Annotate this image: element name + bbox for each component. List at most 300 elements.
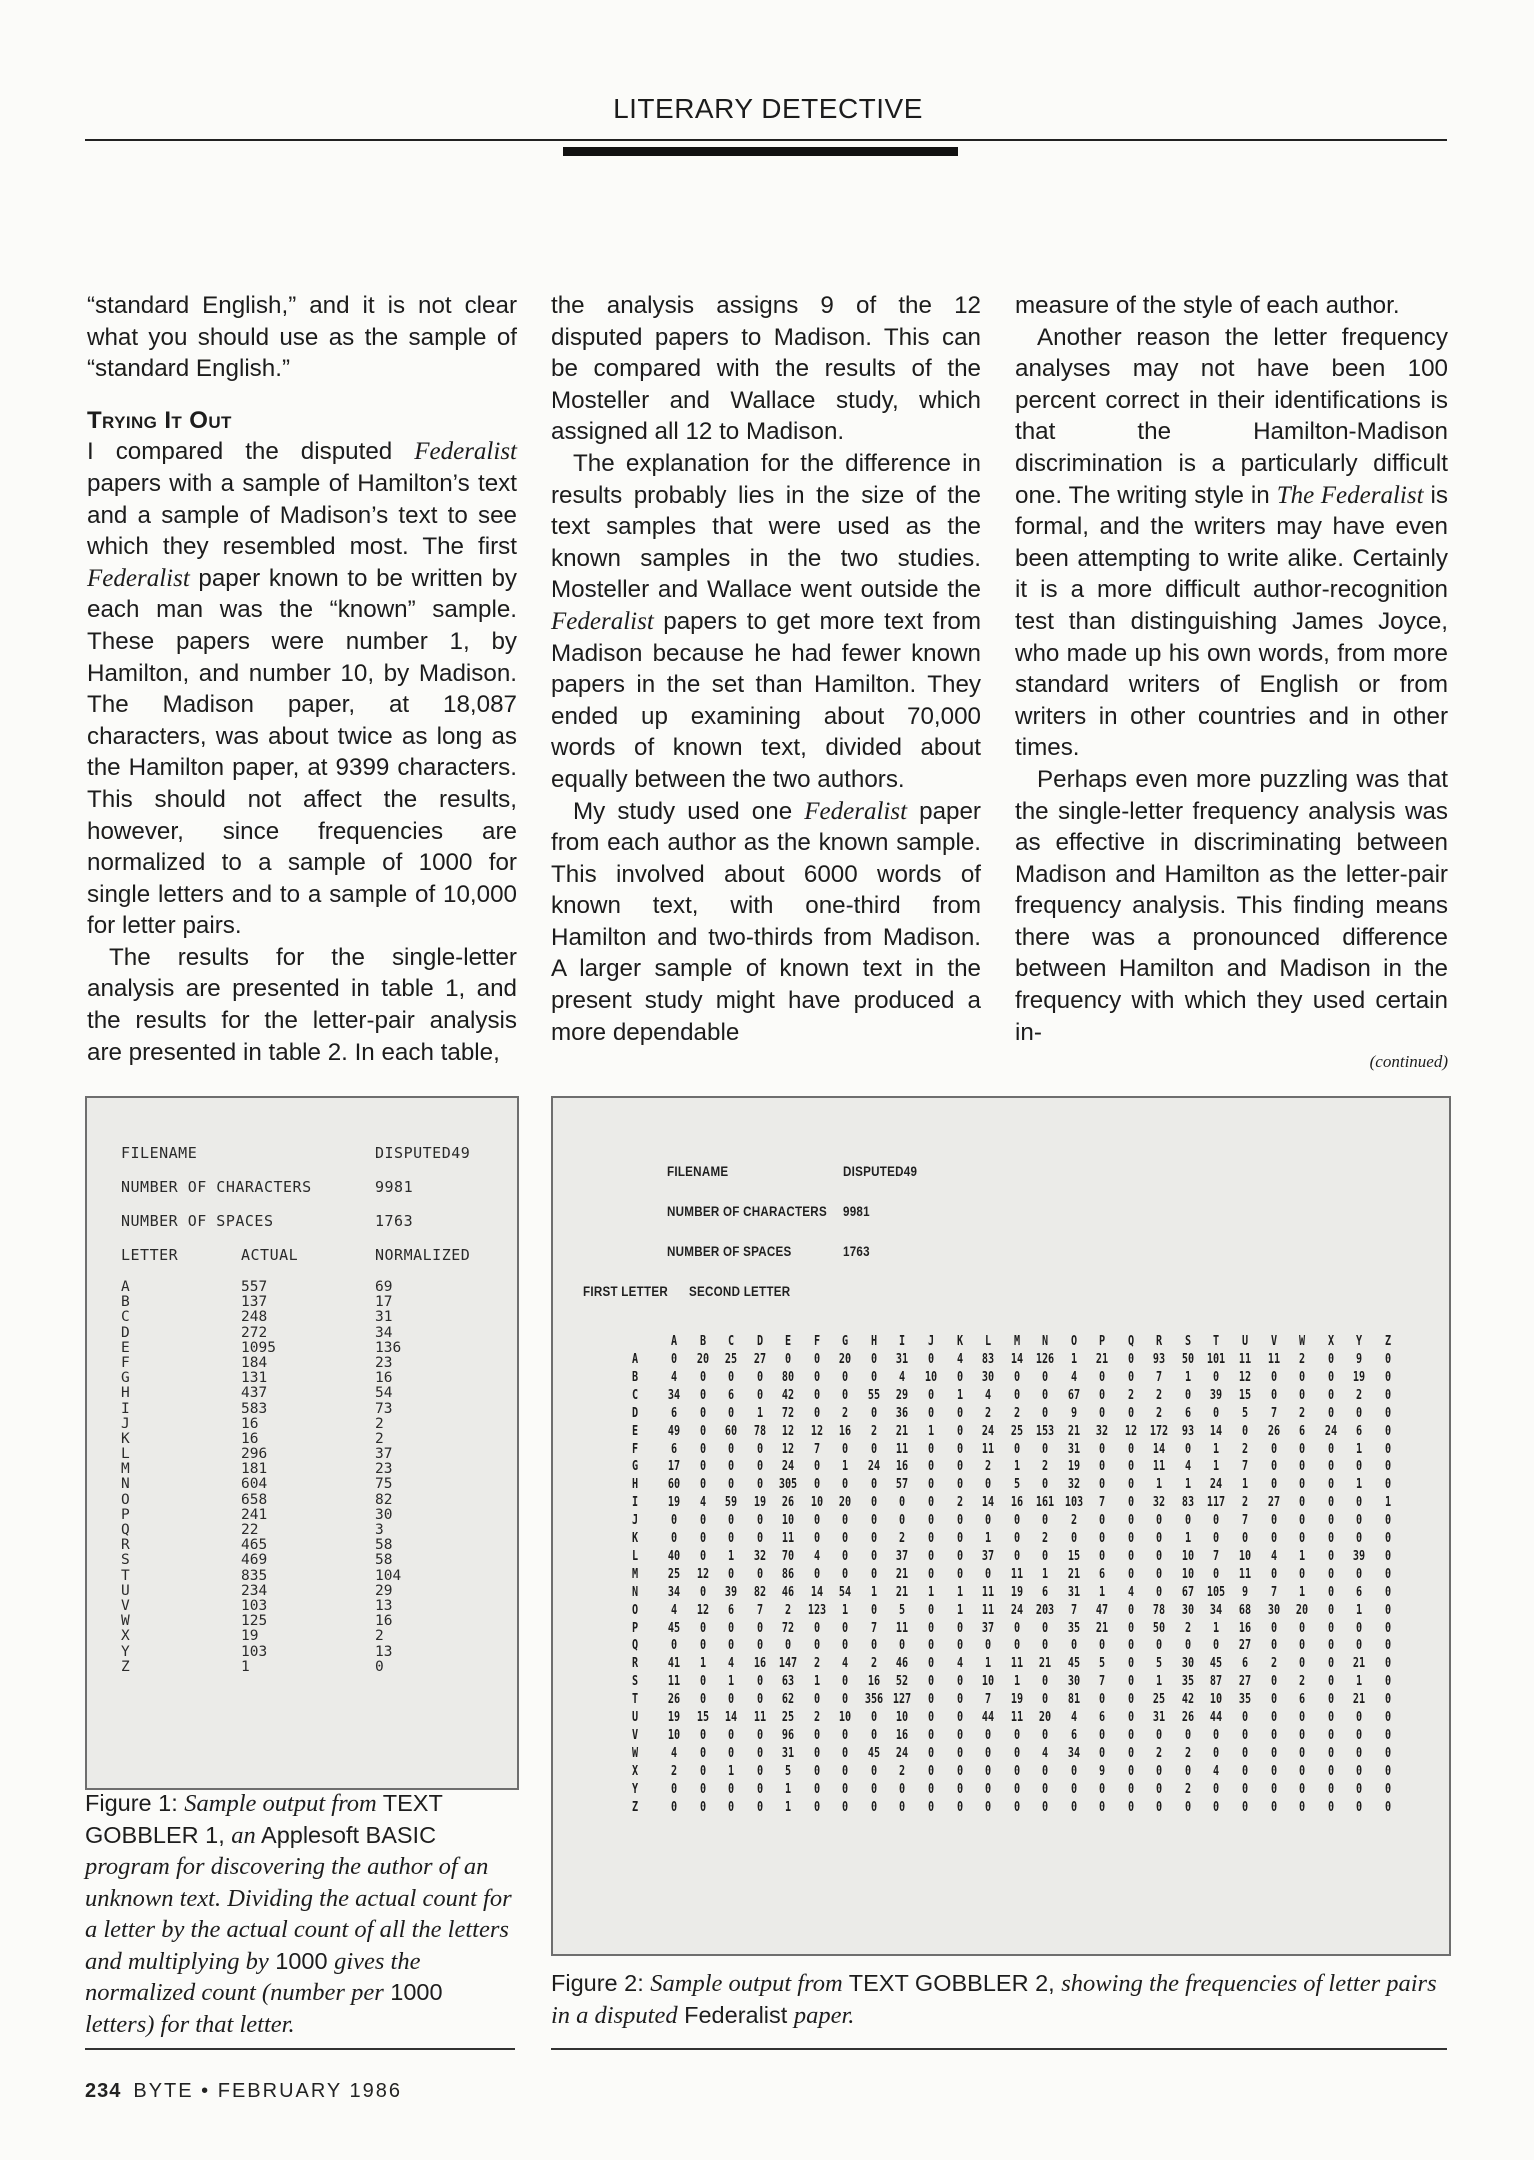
matrix-cell: 0 bbox=[1384, 1441, 1391, 1457]
matrix-cell: 0 bbox=[927, 1602, 934, 1618]
matrix-cell: 0 bbox=[699, 1799, 706, 1815]
table-cell: 37 bbox=[375, 1446, 393, 1463]
matrix-cell: 93 bbox=[1153, 1352, 1166, 1367]
matrix-cell: 16 bbox=[896, 1459, 909, 1475]
table-cell: 658 bbox=[241, 1491, 268, 1508]
row-label: L bbox=[631, 1548, 639, 1564]
table-cell: 184 bbox=[241, 1354, 268, 1371]
matrix-cell: 24 bbox=[981, 1423, 995, 1439]
actual-column-header: ACTUAL bbox=[241, 1246, 299, 1264]
matrix-cell: 15 bbox=[696, 1710, 709, 1725]
matrix-cell: 0 bbox=[1184, 1638, 1191, 1654]
matrix-cell: 0 bbox=[1327, 1584, 1334, 1600]
matrix-cell: 0 bbox=[984, 1799, 992, 1815]
matrix-cell: 0 bbox=[1384, 1638, 1391, 1654]
matrix-cell: 4 bbox=[1270, 1548, 1277, 1564]
column-header: K bbox=[956, 1334, 963, 1349]
matrix-cell: 0 bbox=[1384, 1405, 1391, 1421]
matrix-cell: 0 bbox=[699, 1387, 706, 1403]
matrix-cell: 0 bbox=[1127, 1727, 1134, 1743]
matrix-cell: 0 bbox=[1013, 1531, 1020, 1546]
matrix-cell: 57 bbox=[896, 1477, 909, 1493]
matrix-cell: 2 bbox=[984, 1405, 992, 1421]
row-label: K bbox=[631, 1531, 639, 1546]
table-cell: 17 bbox=[375, 1294, 393, 1311]
table-cell: 16 bbox=[241, 1415, 259, 1432]
matrix-cell: 26 bbox=[667, 1692, 681, 1708]
matrix-cell: 70 bbox=[782, 1548, 795, 1564]
matrix-cell: 4 bbox=[956, 1352, 963, 1367]
matrix-cell: 1 bbox=[1099, 1584, 1106, 1600]
matrix-cell: 0 bbox=[956, 1620, 963, 1636]
matrix-cell: 0 bbox=[927, 1656, 934, 1672]
matrix-cell: 0 bbox=[1384, 1548, 1391, 1564]
matrix-cell: 0 bbox=[1270, 1781, 1277, 1797]
matrix-cell: 30 bbox=[1181, 1656, 1194, 1672]
paragraph: I compared the disputed Federalist papers with a sample of Hamilton’s text and a sample of Madison’s text to see which they resembled most. The first Federalist paper known to be written by each man was the “known” sample. These papers were number 1, by Hamilton, and number 10, by Madison. The Madison paper, at 18,087 characters, was about twice as long as the Hamilton paper, at 9399 characters. This should not affect the results, however, since frequencies are normalized to a sample of 1000 for single letters and to a sample of 10,000 for letter pairs. bbox=[87, 438, 517, 940]
matrix-cell: 0 bbox=[1384, 1369, 1391, 1385]
matrix-cell: 0 bbox=[1099, 1692, 1106, 1708]
matrix-cell: 2 bbox=[1184, 1781, 1191, 1797]
matrix-cell: 0 bbox=[1156, 1584, 1163, 1600]
matrix-cell: 1 bbox=[927, 1423, 934, 1439]
matrix-cell: 0 bbox=[870, 1441, 877, 1457]
matrix-cell: 16 bbox=[1238, 1620, 1252, 1636]
matrix-cell: 0 bbox=[728, 1620, 735, 1636]
table-cell: R bbox=[121, 1537, 130, 1554]
matrix-cell: 0 bbox=[1241, 1763, 1249, 1779]
matrix-cell: 0 bbox=[956, 1441, 963, 1457]
matrix-cell: 0 bbox=[1013, 1513, 1020, 1529]
matrix-cell: 2 bbox=[1299, 1352, 1306, 1367]
matrix-cell: 0 bbox=[870, 1763, 877, 1779]
matrix-cell: 2 bbox=[1299, 1674, 1306, 1690]
matrix-cell: 0 bbox=[756, 1727, 763, 1743]
matrix-cell: 0 bbox=[1327, 1548, 1334, 1564]
matrix-cell: 45 bbox=[667, 1620, 681, 1636]
matrix-cell: 0 bbox=[1213, 1513, 1220, 1529]
matrix-cell: 0 bbox=[927, 1638, 934, 1654]
matrix-cell: 80 bbox=[782, 1369, 795, 1385]
matrix-cell: 0 bbox=[1042, 1441, 1049, 1457]
matrix-cell: 0 bbox=[842, 1745, 849, 1761]
matrix-cell: 0 bbox=[870, 1548, 877, 1564]
matrix-cell: 0 bbox=[1356, 1459, 1363, 1475]
matrix-cell: 2 bbox=[1184, 1745, 1191, 1761]
matrix-cell: 0 bbox=[699, 1369, 706, 1385]
table-cell: 137 bbox=[241, 1294, 268, 1311]
matrix-cell: 0 bbox=[1127, 1405, 1134, 1421]
matrix-cell: 2 bbox=[1356, 1387, 1363, 1403]
matrix-cell: 7 bbox=[1099, 1495, 1106, 1511]
matrix-cell: 1 bbox=[1013, 1459, 1020, 1475]
matrix-cell: 42 bbox=[782, 1387, 795, 1403]
matrix-cell: 0 bbox=[842, 1477, 849, 1493]
row-label: N bbox=[631, 1584, 639, 1600]
matrix-cell: 60 bbox=[667, 1477, 681, 1493]
matrix-cell: 0 bbox=[842, 1620, 849, 1636]
table-cell: T bbox=[121, 1567, 130, 1584]
figure-2-printout bbox=[551, 1096, 1451, 1956]
matrix-cell: 0 bbox=[1270, 1369, 1277, 1385]
column-header: F bbox=[813, 1334, 820, 1349]
matrix-cell: 35 bbox=[1067, 1620, 1080, 1636]
table-cell: 23 bbox=[375, 1354, 393, 1371]
matrix-cell: 5 bbox=[1241, 1405, 1249, 1421]
matrix-cell: 12 bbox=[1124, 1423, 1137, 1439]
table-cell: 136 bbox=[375, 1339, 402, 1356]
matrix-cell: 10 bbox=[810, 1495, 823, 1511]
matrix-cell: 0 bbox=[984, 1513, 992, 1529]
table-cell: 465 bbox=[241, 1537, 268, 1554]
matrix-cell: 0 bbox=[984, 1781, 992, 1797]
matrix-cell: 0 bbox=[1099, 1548, 1106, 1564]
matrix-cell: 31 bbox=[1153, 1710, 1166, 1725]
filename-label: FILENAME bbox=[667, 1164, 729, 1179]
matrix-cell: 0 bbox=[1384, 1387, 1391, 1403]
matrix-cell: 0 bbox=[1184, 1513, 1191, 1529]
row-label: W bbox=[631, 1745, 639, 1761]
matrix-cell: 0 bbox=[813, 1352, 820, 1367]
matrix-cell: 0 bbox=[1327, 1692, 1334, 1708]
matrix-cell: 0 bbox=[1327, 1745, 1334, 1761]
matrix-cell: 0 bbox=[1042, 1799, 1049, 1815]
table-cell: U bbox=[121, 1582, 130, 1599]
matrix-cell: 0 bbox=[756, 1781, 763, 1797]
matrix-cell: 0 bbox=[1156, 1513, 1163, 1529]
matrix-cell: 1 bbox=[984, 1656, 992, 1672]
matrix-cell: 0 bbox=[870, 1369, 877, 1385]
matrix-cell: 11 bbox=[1238, 1352, 1252, 1367]
matrix-cell: 0 bbox=[870, 1710, 877, 1725]
matrix-cell: 0 bbox=[1013, 1763, 1020, 1779]
matrix-cell: 0 bbox=[1127, 1459, 1134, 1475]
table-cell: Q bbox=[121, 1522, 130, 1538]
matrix-cell: 24 bbox=[896, 1745, 909, 1761]
table-cell: J bbox=[121, 1415, 130, 1432]
matrix-cell: 0 bbox=[1356, 1495, 1363, 1511]
matrix-cell: 0 bbox=[956, 1531, 963, 1546]
matrix-cell: 0 bbox=[927, 1745, 934, 1761]
table-cell: 583 bbox=[241, 1400, 268, 1417]
matrix-cell: 0 bbox=[870, 1477, 877, 1493]
column-header: M bbox=[1013, 1334, 1020, 1349]
matrix-cell: 0 bbox=[1327, 1674, 1334, 1690]
matrix-cell: 0 bbox=[756, 1387, 763, 1403]
matrix-cell: 0 bbox=[1327, 1531, 1334, 1546]
matrix-cell: 0 bbox=[1099, 1799, 1106, 1815]
table-cell: 1095 bbox=[241, 1339, 276, 1356]
matrix-cell: 0 bbox=[899, 1799, 906, 1815]
matrix-cell: 4 bbox=[1213, 1763, 1220, 1779]
matrix-cell: 72 bbox=[782, 1620, 795, 1636]
chars-label: NUMBER OF CHARACTERS bbox=[121, 1178, 312, 1196]
matrix-cell: 0 bbox=[956, 1799, 963, 1815]
matrix-cell: 6 bbox=[1099, 1566, 1106, 1582]
table-cell: 103 bbox=[241, 1643, 268, 1660]
matrix-cell: 0 bbox=[956, 1781, 963, 1797]
matrix-cell: 2 bbox=[899, 1763, 906, 1779]
matrix-cell: 0 bbox=[756, 1763, 763, 1779]
matrix-cell: 0 bbox=[1299, 1799, 1306, 1815]
matrix-cell: 1 bbox=[870, 1584, 877, 1600]
matrix-cell: 34 bbox=[667, 1584, 681, 1600]
row-label: I bbox=[631, 1495, 639, 1511]
matrix-cell: 0 bbox=[1241, 1423, 1249, 1439]
table-cell: O bbox=[121, 1491, 130, 1508]
column-header: J bbox=[927, 1334, 934, 1349]
matrix-cell: 0 bbox=[728, 1369, 735, 1385]
matrix-cell: 0 bbox=[1042, 1781, 1049, 1797]
matrix-cell: 0 bbox=[870, 1799, 877, 1815]
matrix-cell: 49 bbox=[667, 1423, 681, 1439]
paragraph: The results for the single-letter analysis are presented in table 1, and the results for the letter-pair analysis are presented in table 2. In each table, bbox=[87, 943, 517, 1066]
column-header: U bbox=[1241, 1334, 1249, 1349]
table-cell: 557 bbox=[241, 1279, 268, 1295]
matrix-cell: 0 bbox=[842, 1369, 849, 1385]
matrix-cell: 46 bbox=[782, 1584, 795, 1600]
matrix-cell: 0 bbox=[756, 1477, 763, 1493]
matrix-cell: 0 bbox=[842, 1763, 849, 1779]
matrix-cell: 0 bbox=[1156, 1638, 1163, 1654]
matrix-cell: 0 bbox=[1070, 1638, 1077, 1654]
matrix-cell: 32 bbox=[1153, 1495, 1166, 1511]
matrix-cell: 0 bbox=[1127, 1638, 1134, 1654]
matrix-cell: 78 bbox=[1153, 1602, 1166, 1618]
matrix-cell: 42 bbox=[1181, 1692, 1194, 1708]
matrix-cell: 0 bbox=[927, 1387, 934, 1403]
table-cell: 272 bbox=[241, 1324, 268, 1341]
table-cell: 75 bbox=[375, 1476, 393, 1493]
matrix-cell: 40 bbox=[667, 1548, 681, 1564]
matrix-cell: 0 bbox=[785, 1352, 792, 1367]
matrix-cell: 0 bbox=[927, 1620, 934, 1636]
matrix-cell: 0 bbox=[1156, 1566, 1163, 1582]
column-header: T bbox=[1213, 1334, 1220, 1349]
row-label: P bbox=[631, 1620, 639, 1636]
row-label: M bbox=[631, 1566, 639, 1582]
matrix-cell: 0 bbox=[927, 1763, 934, 1779]
matrix-cell: 0 bbox=[1013, 1638, 1020, 1654]
matrix-cell: 1 bbox=[785, 1799, 792, 1815]
matrix-cell: 0 bbox=[1127, 1495, 1134, 1511]
matrix-cell: 0 bbox=[1384, 1781, 1391, 1797]
matrix-cell: 1 bbox=[927, 1584, 934, 1600]
matrix-cell: 11 bbox=[782, 1531, 795, 1546]
matrix-cell: 7 bbox=[1270, 1584, 1277, 1600]
matrix-cell: 19 bbox=[1010, 1692, 1023, 1708]
matrix-cell: 5 bbox=[1099, 1656, 1106, 1672]
matrix-cell: 9 bbox=[1070, 1405, 1077, 1421]
table-cell: 469 bbox=[241, 1552, 268, 1569]
row-label: R bbox=[631, 1656, 639, 1672]
matrix-cell: 1 bbox=[1356, 1477, 1363, 1493]
figure-1-printout bbox=[85, 1096, 519, 1790]
matrix-cell: 0 bbox=[1127, 1441, 1134, 1457]
row-label: O bbox=[631, 1602, 639, 1618]
matrix-cell: 2 bbox=[956, 1495, 963, 1511]
table-cell: D bbox=[121, 1324, 130, 1341]
matrix-cell: 0 bbox=[1013, 1441, 1020, 1457]
table-cell: L bbox=[121, 1446, 130, 1463]
table-cell: 16 bbox=[241, 1430, 259, 1447]
matrix-cell: 103 bbox=[1064, 1495, 1083, 1511]
matrix-cell: 25 bbox=[667, 1566, 681, 1582]
matrix-cell: 21 bbox=[1067, 1566, 1080, 1582]
matrix-cell: 0 bbox=[927, 1727, 934, 1743]
matrix-cell: 7 bbox=[756, 1602, 763, 1618]
matrix-cell: 0 bbox=[1127, 1548, 1134, 1564]
matrix-cell: 0 bbox=[927, 1710, 934, 1725]
matrix-cell: 25 bbox=[1153, 1692, 1166, 1708]
second-letter-label: SECOND LETTER bbox=[689, 1284, 791, 1299]
matrix-cell: 0 bbox=[1042, 1692, 1049, 1708]
matrix-cell: 0 bbox=[1099, 1405, 1106, 1421]
matrix-cell: 0 bbox=[1270, 1387, 1277, 1403]
matrix-cell: 60 bbox=[724, 1423, 738, 1439]
matrix-cell: 31 bbox=[1067, 1584, 1080, 1600]
matrix-cell: 1 bbox=[1384, 1495, 1391, 1511]
matrix-cell: 6 bbox=[1070, 1727, 1077, 1743]
matrix-cell: 0 bbox=[956, 1369, 963, 1385]
table-cell: 58 bbox=[375, 1537, 393, 1554]
matrix-cell: 25 bbox=[1010, 1423, 1023, 1439]
matrix-cell: 4 bbox=[1127, 1584, 1134, 1600]
matrix-cell: 96 bbox=[782, 1727, 795, 1743]
matrix-cell: 0 bbox=[1327, 1477, 1334, 1493]
table-cell: C bbox=[121, 1309, 130, 1326]
matrix-cell: 1 bbox=[756, 1405, 763, 1421]
matrix-cell: 0 bbox=[1241, 1710, 1249, 1725]
table-cell: 131 bbox=[241, 1370, 268, 1387]
matrix-cell: 0 bbox=[699, 1674, 706, 1690]
matrix-cell: 0 bbox=[1384, 1620, 1391, 1636]
matrix-cell: 2 bbox=[870, 1423, 877, 1439]
matrix-cell: 0 bbox=[1327, 1387, 1334, 1403]
matrix-cell: 0 bbox=[1042, 1548, 1049, 1564]
paragraph: The explanation for the difference in results probably lies in the size of the text samples that were used as the known samples in the two studies. Mosteller and Wallace went outside the Federalist papers to get more text from Madison because he had fewer known papers in the set than Hamilton. They ended up examining about 70,000 words of known text, divided about equally between the two authors. bbox=[551, 449, 981, 793]
matrix-cell: 39 bbox=[724, 1584, 738, 1600]
matrix-cell: 15 bbox=[1067, 1548, 1080, 1564]
table-cell: 104 bbox=[375, 1567, 402, 1584]
matrix-cell: 1 bbox=[956, 1387, 963, 1403]
matrix-cell: 0 bbox=[1356, 1531, 1363, 1546]
matrix-cell: 0 bbox=[699, 1405, 706, 1421]
matrix-cell: 50 bbox=[1181, 1352, 1194, 1367]
table-cell: K bbox=[121, 1430, 130, 1447]
matrix-cell: 26 bbox=[1181, 1710, 1194, 1725]
matrix-cell: 0 bbox=[1270, 1513, 1277, 1529]
paragraph: Perhaps even more puzzling was that the single-letter frequency analysis was as effective in discriminating between Madison and Hamilton as the letter-pair frequency analysis. This finding means there was a pronounced difference between Hamilton and Madison in the frequency with which they used certain in- bbox=[1015, 765, 1448, 1046]
matrix-cell: 0 bbox=[927, 1495, 934, 1511]
matrix-cell: 105 bbox=[1207, 1584, 1226, 1600]
matrix-cell: 0 bbox=[1327, 1369, 1334, 1385]
matrix-cell: 0 bbox=[1327, 1352, 1334, 1367]
matrix-cell: 20 bbox=[839, 1352, 852, 1367]
matrix-cell: 0 bbox=[1299, 1745, 1306, 1761]
matrix-cell: 0 bbox=[756, 1513, 763, 1529]
matrix-cell: 0 bbox=[670, 1352, 678, 1367]
matrix-cell: 0 bbox=[1384, 1513, 1391, 1529]
matrix-cell: 0 bbox=[728, 1459, 735, 1475]
matrix-cell: 0 bbox=[1327, 1405, 1334, 1421]
matrix-cell: 0 bbox=[1299, 1781, 1306, 1797]
matrix-cell: 26 bbox=[1267, 1423, 1280, 1439]
table-cell: S bbox=[121, 1552, 130, 1569]
chars-value: 9981 bbox=[375, 1178, 414, 1196]
matrix-cell: 0 bbox=[1270, 1459, 1277, 1475]
table-cell: 241 bbox=[241, 1506, 268, 1523]
table-cell: M bbox=[121, 1461, 130, 1478]
table-cell: V bbox=[121, 1597, 130, 1614]
matrix-cell: 0 bbox=[1384, 1602, 1391, 1618]
matrix-cell: 0 bbox=[1327, 1656, 1334, 1672]
matrix-cell: 4 bbox=[1042, 1745, 1049, 1761]
column-header: I bbox=[899, 1334, 906, 1349]
row-label: Y bbox=[631, 1781, 639, 1797]
matrix-cell: 5 bbox=[785, 1763, 792, 1779]
matrix-cell: 0 bbox=[1327, 1781, 1334, 1797]
matrix-cell: 2 bbox=[1127, 1387, 1134, 1403]
matrix-cell: 14 bbox=[1210, 1423, 1223, 1439]
matrix-cell: 2 bbox=[1042, 1531, 1049, 1546]
matrix-cell: 27 bbox=[1238, 1674, 1252, 1690]
matrix-cell: 0 bbox=[1213, 1727, 1220, 1743]
matrix-cell: 0 bbox=[956, 1763, 963, 1779]
filename-value: DISPUTED49 bbox=[843, 1164, 918, 1179]
matrix-cell: 0 bbox=[813, 1745, 820, 1761]
table-cell: 181 bbox=[241, 1461, 268, 1478]
matrix-cell: 0 bbox=[813, 1692, 820, 1708]
matrix-cell: 0 bbox=[1156, 1531, 1163, 1546]
matrix-cell: 0 bbox=[927, 1692, 934, 1708]
table-cell: 82 bbox=[375, 1491, 393, 1508]
matrix-cell: 0 bbox=[813, 1799, 820, 1815]
matrix-cell: 0 bbox=[1042, 1477, 1049, 1493]
matrix-cell: 7 bbox=[1070, 1602, 1077, 1618]
table-cell: 13 bbox=[375, 1597, 393, 1614]
matrix-cell: 0 bbox=[956, 1423, 963, 1439]
matrix-cell: 24 bbox=[1210, 1477, 1223, 1493]
row-label: D bbox=[631, 1405, 639, 1421]
table-cell: N bbox=[121, 1476, 130, 1493]
matrix-cell: 0 bbox=[699, 1638, 706, 1654]
matrix-cell: 1 bbox=[728, 1674, 735, 1690]
matrix-cell: 0 bbox=[699, 1584, 706, 1600]
matrix-cell: 0 bbox=[927, 1674, 934, 1690]
matrix-cell: 0 bbox=[1356, 1710, 1363, 1725]
table-cell: 125 bbox=[241, 1613, 268, 1630]
matrix-cell: 127 bbox=[893, 1692, 912, 1708]
matrix-cell: 29 bbox=[896, 1387, 909, 1403]
matrix-cell: 0 bbox=[842, 1674, 849, 1690]
row-label: H bbox=[631, 1477, 639, 1493]
matrix-cell: 11 bbox=[753, 1710, 766, 1725]
matrix-cell: 0 bbox=[1299, 1387, 1306, 1403]
matrix-cell: 0 bbox=[670, 1638, 678, 1654]
table-cell: 54 bbox=[375, 1385, 393, 1402]
column-header: W bbox=[1299, 1334, 1306, 1349]
matrix-cell: 0 bbox=[1299, 1727, 1306, 1743]
matrix-cell: 0 bbox=[1356, 1620, 1363, 1636]
column-header: Z bbox=[1384, 1334, 1391, 1349]
row-label: A bbox=[631, 1352, 639, 1367]
matrix-cell: 2 bbox=[1241, 1441, 1249, 1457]
matrix-cell: 0 bbox=[813, 1387, 820, 1403]
matrix-cell: 7 bbox=[1099, 1674, 1106, 1690]
table-cell: 2 bbox=[375, 1628, 384, 1645]
matrix-cell: 72 bbox=[782, 1405, 795, 1421]
